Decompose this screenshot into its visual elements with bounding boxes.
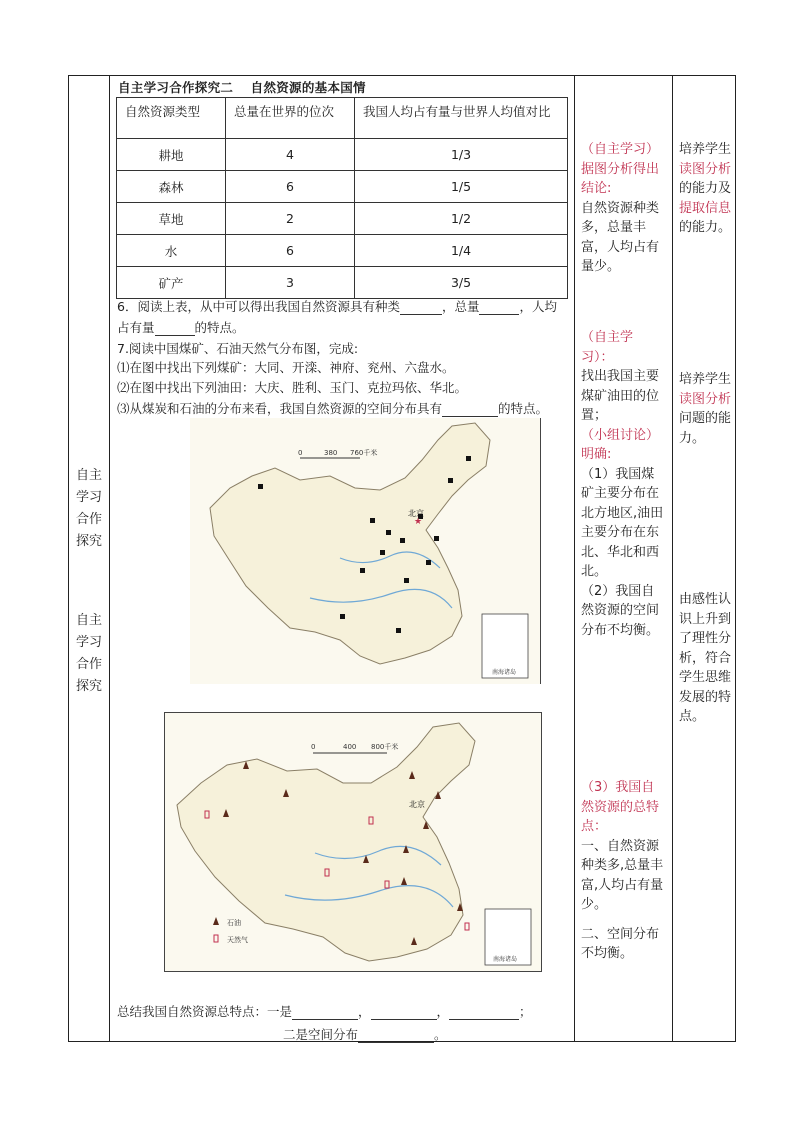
summary-text: 。 <box>434 1027 447 1042</box>
q6-text: 6．阅读上表，从中可以得出我国自然资源具有种类 <box>117 299 400 314</box>
oil-gas-map-svg <box>165 713 541 971</box>
answer-blank[interactable] <box>358 1042 434 1043</box>
type-cell: 水 <box>117 235 226 267</box>
ratio-cell: 1/3 <box>355 139 568 171</box>
col-divider-1 <box>109 75 110 1042</box>
scale-label: 400 <box>343 743 357 751</box>
coal-mine-marker <box>426 560 431 565</box>
summary-text: ， <box>436 1004 450 1019</box>
activity-text: 二、空间分布不均衡。 <box>581 926 660 961</box>
activity-text: 自然资源种类多，总量丰富，人均占有量少。 <box>581 200 660 274</box>
scale-label: 0 <box>311 743 316 751</box>
question-7-3 <box>117 399 548 417</box>
rank-cell: 6 <box>226 235 355 267</box>
coal-map-svg <box>190 418 540 684</box>
inset-label: 南海诸岛 <box>492 669 517 676</box>
question-7: 7.阅读中国煤矿、石油天然气分布图，完成: <box>117 341 359 356</box>
rank-cell: 6 <box>226 171 355 203</box>
answer-blank[interactable] <box>371 1019 437 1020</box>
intent-text: 的能力及 <box>679 181 732 196</box>
answer-blank[interactable] <box>479 314 519 315</box>
coal-mine-marker <box>400 538 405 543</box>
coal-mine-marker <box>340 614 345 619</box>
header-cell: 自然资源类型 <box>117 98 226 139</box>
activity-heading: 明确: <box>581 447 612 462</box>
intent-text: 的能力。 <box>679 220 732 235</box>
legend-oil-icon <box>213 917 219 925</box>
intent-block-3: 由感性认识上升到了理性分析，符合学生思维发展的特点。 <box>679 592 732 724</box>
activity-tag: （小组讨论） <box>581 427 660 443</box>
rank-cell: 2 <box>226 203 355 235</box>
legend-oil-label: 石油 <box>227 919 241 927</box>
answer-blank[interactable] <box>155 335 195 336</box>
question-7-2: ⑵在图中找出下列油田：大庆、胜利、玉门、克拉玛依、华北。 <box>117 380 468 395</box>
coal-mine-marker <box>360 568 365 573</box>
capital-label: 北京 <box>409 800 425 809</box>
scale-label: 380 <box>324 449 338 457</box>
intent-text: 问题的能力。 <box>679 411 732 446</box>
activity-text: （1）我国煤矿主要分布在北方地区,油田主要分布在东北、华北和西北。 <box>581 466 664 579</box>
summary-line-1 <box>117 1002 532 1020</box>
intent-highlight: 提取信息 <box>679 200 732 216</box>
coal-mine-marker <box>466 456 471 461</box>
legend-gas-icon <box>214 935 218 942</box>
coal-mine-marker <box>448 478 453 483</box>
intent-text: 培养学生 <box>679 372 732 387</box>
summary-text: ， <box>358 1004 371 1019</box>
intent-highlight: 读图分析 <box>679 161 732 177</box>
type-cell: 矿产 <box>117 267 226 299</box>
summary-text: 总结我国自然资源总特点：一是 <box>117 1004 293 1019</box>
table-row <box>117 203 568 235</box>
activity-heading: （3）我国自然资源的总特点： <box>581 780 660 834</box>
intent-text: 培养学生 <box>679 142 732 157</box>
coal-mine-marker <box>434 536 439 541</box>
coal-mine-marker <box>396 628 401 633</box>
table-header-row <box>117 98 568 139</box>
capital-label: 北京 <box>408 509 424 518</box>
col-divider-3 <box>672 75 673 1042</box>
activity-block-1 <box>581 140 665 277</box>
left-col-label-2: 自主学习合作探究 <box>75 613 102 694</box>
scale-label: 800千米 <box>371 743 399 751</box>
q6-text: 占有量 <box>117 320 155 335</box>
table-row <box>117 235 568 267</box>
ratio-cell: 1/4 <box>355 235 568 267</box>
summary-text: ； <box>519 1004 532 1019</box>
answer-blank[interactable] <box>449 1019 519 1020</box>
rank-cell: 3 <box>226 267 355 299</box>
table-row <box>117 139 568 171</box>
question-7-1: ⑴在图中找出下列煤矿：大同、开滦、神府、兖州、六盘水。 <box>117 360 455 375</box>
summary-text: 二是空间分布 <box>283 1027 359 1042</box>
coal-map <box>190 418 541 684</box>
answer-blank[interactable] <box>442 416 498 417</box>
activity-text: （2）我国自然资源的空间分布不均衡。 <box>581 583 660 638</box>
coal-mine-marker <box>380 550 385 555</box>
intent-block-2 <box>679 370 735 448</box>
q7-3-text: 的特点。 <box>498 401 549 416</box>
coal-mine-marker <box>370 518 375 523</box>
gas-field-marker <box>465 923 469 930</box>
activity-heading: 据图分析得出结论: <box>581 161 660 196</box>
coal-mine-marker <box>404 578 409 583</box>
intent-block-1 <box>679 140 735 238</box>
china-outline <box>177 723 475 961</box>
ratio-cell: 1/5 <box>355 171 568 203</box>
scale-label: 0 <box>298 449 303 457</box>
scale-label: 760千米 <box>350 449 378 457</box>
question-6-cont <box>117 318 245 336</box>
header-cell: 我国人均占有量与世界人均值对比 <box>355 98 568 139</box>
type-cell: 草地 <box>117 203 226 235</box>
question-6 <box>117 297 557 315</box>
col-divider-2 <box>574 75 575 1042</box>
answer-blank[interactable] <box>400 314 442 315</box>
activity-block-3 <box>581 778 665 964</box>
inset-label: 南海诸岛 <box>493 956 518 963</box>
ratio-cell: 1/2 <box>355 203 568 235</box>
q6-text: 的特点。 <box>194 320 245 335</box>
china-outline <box>210 423 490 664</box>
resource-table <box>116 97 568 299</box>
intent-highlight: 读图分析 <box>679 391 732 407</box>
type-cell: 森林 <box>117 171 226 203</box>
q6-text: ，人均 <box>519 299 557 314</box>
header-cell: 总量在世界的位次 <box>226 98 355 139</box>
rank-cell: 4 <box>226 139 355 171</box>
left-col-label-1: 自主学习合作探究 <box>75 468 102 549</box>
ratio-cell: 3/5 <box>355 267 568 299</box>
table-row <box>117 267 568 299</box>
summary-line-2 <box>283 1025 447 1043</box>
legend-gas-label: 天然气 <box>227 936 248 944</box>
q7-3-text: ⑶从煤炭和石油的分布来看，我国自然资源的空间分布具有 <box>117 401 443 416</box>
table-row <box>117 171 568 203</box>
coal-mine-marker <box>386 530 391 535</box>
activity-text: 找出我国主要煤矿油田的位置； <box>581 369 660 423</box>
activity-text: 一、自然资源种类多,总量丰富,人均占有量少。 <box>581 838 664 912</box>
activity-tag: （自主学习） <box>581 142 660 157</box>
section-title: 自主学习合作探究二 自然资源的基本国情 <box>118 80 366 95</box>
activity-block-2 <box>581 328 665 640</box>
coal-mine-marker <box>258 484 263 489</box>
type-cell: 耕地 <box>117 139 226 171</box>
capital-star-icon: ★ <box>414 517 423 527</box>
q6-text: ，总量 <box>441 299 480 314</box>
activity-tag: （自主学习）： <box>581 330 634 365</box>
oil-gas-map <box>164 712 542 972</box>
answer-blank[interactable] <box>292 1019 358 1020</box>
